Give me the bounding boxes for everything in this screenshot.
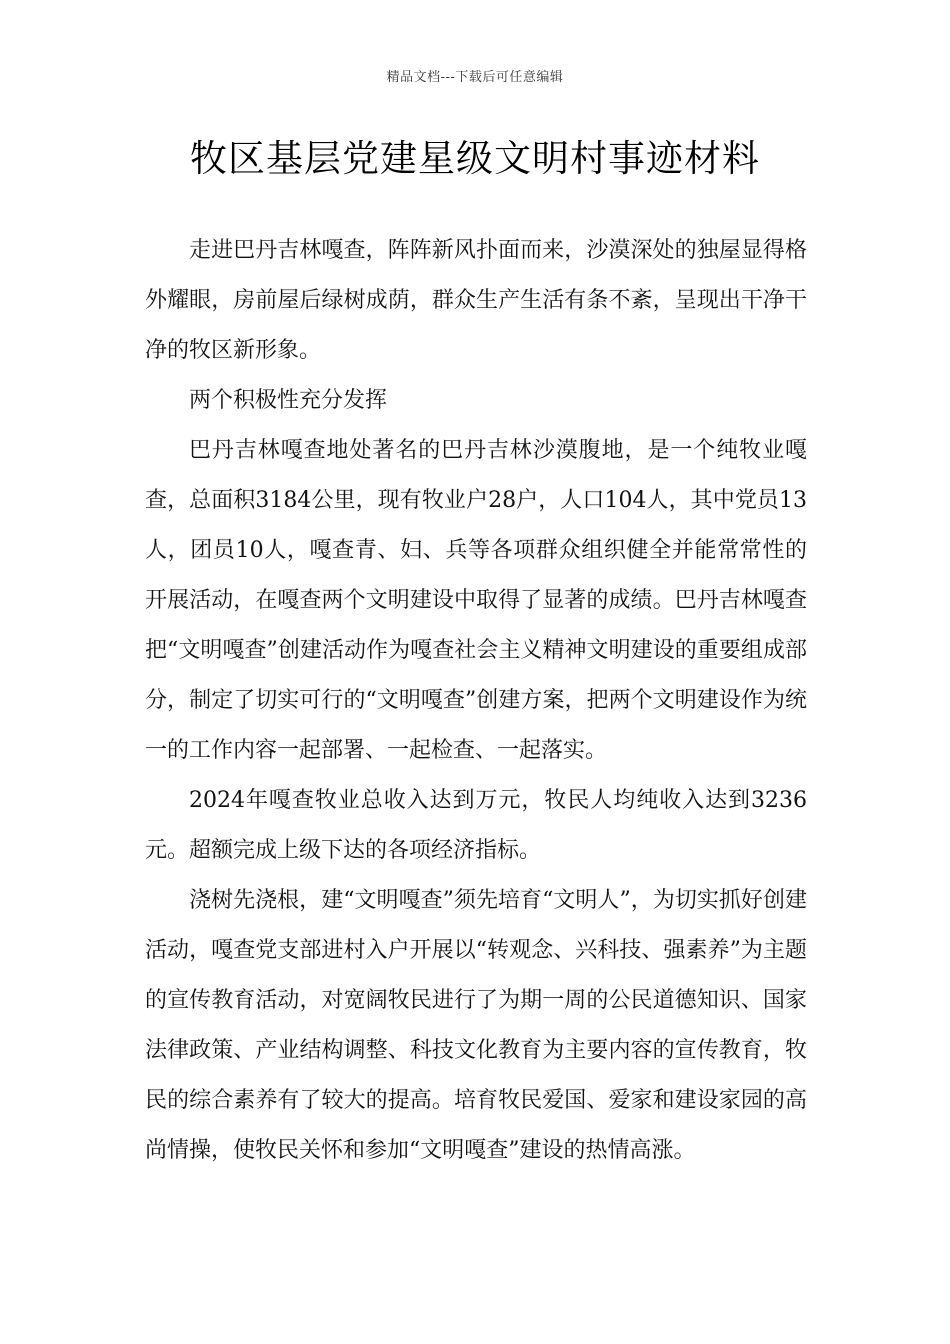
header-note: 精品文档---下载后可任意编辑 <box>386 70 564 85</box>
document-body <box>145 226 807 1176</box>
paragraph-subheading: 两个积极性充分发挥 <box>189 388 388 413</box>
paragraph-income: 2024年嘎查牧业总收入达到万元，牧民人均纯收入达到3236元。超额完成上级下达的各项经济指标。 <box>145 788 807 863</box>
document-title: 牧区基层党建星级文明村事迹材料 <box>190 137 760 180</box>
paragraph-intro: 走进巴丹吉林嘎查，阵阵新风扑面而来，沙漠深处的独屋显得格外耀眼，房前屋后绿树成荫，群众生产生活有条不紊，呈现出干净干净的牧区新形象。 <box>145 238 807 363</box>
paragraph-overview: 巴丹吉林嘎查地处著名的巴丹吉林沙漠腹地，是一个纯牧业嘎查，总面积3184公里，现有牧业户28户，人口104人，其中党员13人，团员10人，嘎查青、妇、兵等各项群众组织健全并能常常性的开展活动，在嘎查两个文明建设中取得了显著的成绩。巴丹吉林嘎查把“文明嘎查”创建活动作为嘎查社会主义精神文明建设的重要组成部分，制定了切实可行的“文明嘎查”创建方案，把两个文明建设作为统一的工作内容一起部署、一起检查、一起落实。 <box>145 438 807 763</box>
paragraph-education: 浇树先浇根，建“文明嘎查”须先培育“文明人”，为切实抓好创建活动，嘎查党支部进村入户开展以“转观念、兴科技、强素养”为主题的宣传教育活动，对宽阔牧民进行了为期一周的公民道德知识、国家法律政策、产业结构调整、科技文化教育为主要内容的宣传教育，牧民的综合素养有了较大的提高。培育牧民爱国、爱家和建设家园的高尚情操，使牧民关怀和参加“文明嘎查”建设的热情高涨。 <box>145 888 807 1163</box>
